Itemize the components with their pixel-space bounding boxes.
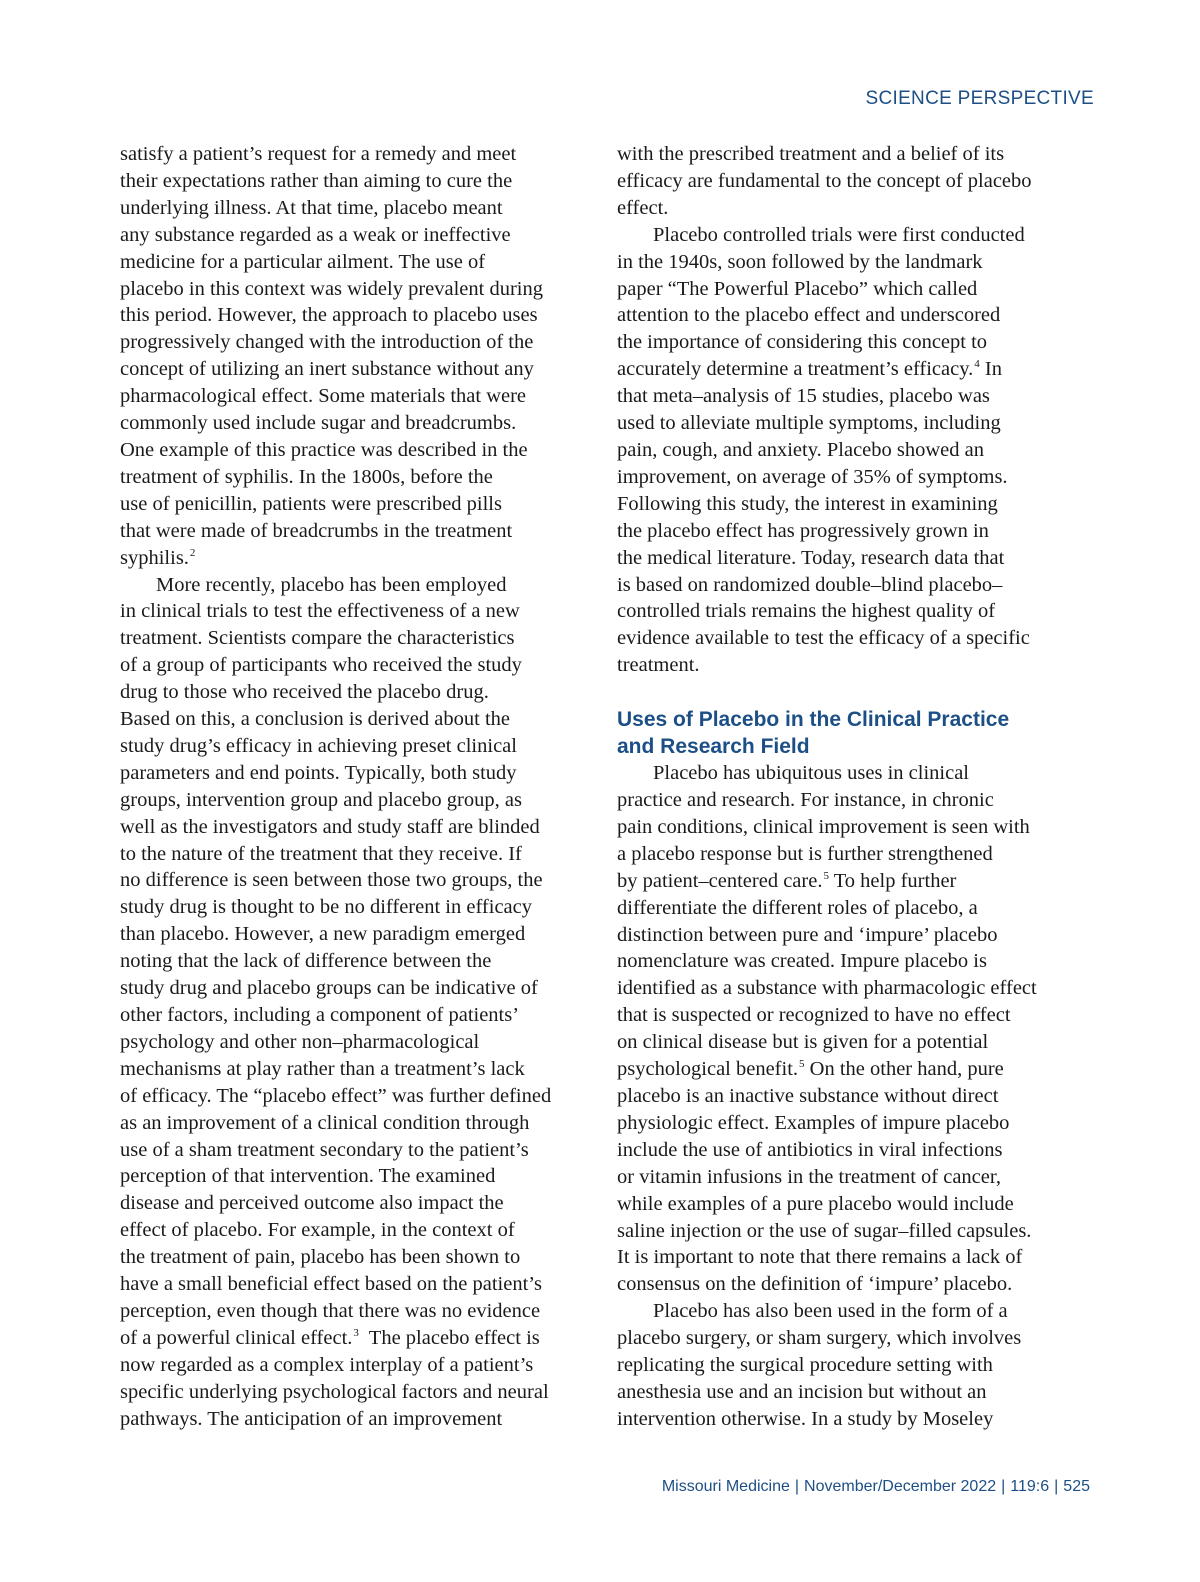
line-text: syphilis. <box>120 546 189 569</box>
paragraph <box>120 572 582 1433</box>
text-line: pathways. The anticipation of an improvement <box>120 1407 503 1430</box>
issue-date: November/December 2022 <box>804 1478 997 1495</box>
text-line: saline injection or the use of sugar–filled capsules. <box>617 1219 1032 1242</box>
heading-line: Uses of Placebo in the Clinical Practice <box>617 708 1010 732</box>
text-line: other factors, including a component of patients’ <box>120 1004 520 1026</box>
text-line: nomenclature was created. Impure placebo is <box>617 950 987 973</box>
text-line: use of penicillin, patients were prescribed pills <box>120 492 502 515</box>
journal-name: Missouri Medicine <box>661 1478 790 1495</box>
text-line: as an improvement of a clinical condition through <box>120 1111 530 1134</box>
section-heading <box>617 706 1067 760</box>
text-line: commonly used include sugar and breadcrumbs. <box>120 412 517 435</box>
text-line: pharmacological effect. Some materials that were <box>120 385 527 408</box>
text-line: practice and research. For instance, in chronic <box>617 789 994 812</box>
text-line: placebo is an inactive substance without direct <box>617 1085 999 1107</box>
text-line: treatment. Scientists compare the characteristics <box>120 627 515 650</box>
text-line: paper “The Powerful Placebo” which called <box>617 277 978 300</box>
text-line: in clinical trials to test the effectiveness of a new <box>120 600 520 623</box>
text-line: noting that the lack of difference between the <box>120 950 492 973</box>
text-line: Based on this, a conclusion is derived about the <box>120 708 510 731</box>
text-line: satisfy a patient’s request for a remedy and meet <box>120 143 517 165</box>
text-line: well as the investigators and study staff are blinded <box>120 815 540 838</box>
text-line: Placebo has also been used in the form of a <box>653 1300 1008 1323</box>
right-column <box>617 141 1067 1433</box>
text-line: the placebo effect has progressively grown in <box>617 519 989 542</box>
text-line: in the 1940s, soon followed by the landmark <box>617 250 983 273</box>
text-line: More recently, placebo has been employed <box>156 573 507 596</box>
text-line: disease and perceived outcome also impact the <box>120 1192 504 1215</box>
text-line: identified as a substance with pharmacologic effect <box>617 977 1037 1000</box>
text-line: perception, even though that there was no evidence <box>120 1299 541 1322</box>
text-line: distinction between pure and ‘impure’ placebo <box>617 923 998 946</box>
line-text: by patient–centered care. <box>617 869 823 892</box>
text-line: study drug’s efficacy in achieving preset clinical <box>120 734 517 757</box>
text-line: progressively changed with the introduction of the <box>120 331 534 354</box>
text-line: to the nature of the treatment that they receive. If <box>120 842 522 865</box>
text-line: specific underlying psychological factors and neural <box>120 1380 549 1403</box>
reference-marker: 2 <box>189 546 196 559</box>
line-text: On the other hand, pure <box>804 1058 1004 1081</box>
text-line: parameters and end points. Typically, both study <box>120 761 517 784</box>
text-line: the importance of considering this concept to <box>617 331 988 354</box>
line-text: The placebo effect is <box>358 1326 540 1349</box>
paragraph <box>617 760 1067 1298</box>
footer-separator: | <box>1001 1478 1006 1495</box>
text-line: now regarded as a complex interplay of a patient’s <box>120 1353 534 1376</box>
text-line <box>617 356 1067 383</box>
text-line <box>120 545 582 572</box>
text-line: efficacy are fundamental to the concept of placebo <box>617 169 1032 192</box>
text-line: of a group of participants who received the study <box>120 654 522 677</box>
text-line: underlying illness. At that time, placebo meant <box>120 196 503 219</box>
text-line: with the prescribed treatment and a belief of its <box>617 143 1005 165</box>
text-line: used to alleviate multiple symptoms, including <box>617 412 1001 435</box>
text-line: effect of placebo. For example, in the context of <box>120 1219 515 1242</box>
text-line: the medical literature. Today, research data that <box>617 546 1005 569</box>
line-text: of a powerful clinical effect. <box>120 1326 353 1349</box>
paragraph <box>617 222 1067 679</box>
text-line: attention to the placebo effect and underscored <box>617 304 1001 327</box>
text-line: concept of utilizing an inert substance without any <box>120 358 534 381</box>
volume-number: 119:6 <box>1010 1478 1050 1495</box>
text-line: consensus on the definition of ‘impure’ placebo. <box>617 1273 1013 1296</box>
text-line: any substance regarded as a weak or ineffective <box>120 223 511 246</box>
text-line: drug to those who received the placebo drug. <box>120 681 489 704</box>
text-line: treatment of syphilis. In the 1800s, before the <box>120 465 493 488</box>
text-line: physiologic effect. Examples of impure placebo <box>617 1111 1010 1134</box>
text-line: while examples of a pure placebo would include <box>617 1192 1014 1215</box>
text-line <box>120 1325 582 1352</box>
reference-marker: 5 <box>823 869 829 882</box>
text-line: medicine for a particular ailment. The use of <box>120 250 486 273</box>
page-number: 525 <box>1063 1478 1090 1495</box>
paragraph <box>617 141 1067 222</box>
text-line: perception of that intervention. The examined <box>120 1165 496 1188</box>
text-line: anesthesia use and an incision but without an <box>617 1380 987 1403</box>
paragraph <box>617 1298 1067 1433</box>
text-line: One example of this practice was described in the <box>120 438 528 461</box>
text-line: no difference is seen between those two groups, the <box>120 869 543 892</box>
text-line: controlled trials remains the highest quality of <box>617 600 996 623</box>
text-line: placebo in this context was widely prevalent during <box>120 277 543 300</box>
text-line: on clinical disease but is given for a potential <box>617 1031 989 1054</box>
text-line: use of a sham treatment secondary to the patient’s <box>120 1138 529 1161</box>
text-line: study drug is thought to be no different in efficacy <box>120 896 533 919</box>
text-line: Placebo has ubiquitous uses in clinical <box>653 762 969 785</box>
text-line: Placebo controlled trials were first conducted <box>653 223 1025 246</box>
line-text: psychological benefit. <box>617 1058 799 1081</box>
text-line: replicating the surgical procedure setting with <box>617 1354 993 1377</box>
text-line: of efficacy. The “placebo effect” was further defined <box>120 1084 552 1107</box>
text-line: a placebo response but is further strengthened <box>617 842 993 865</box>
text-line: Following this study, the interest in examining <box>617 492 998 515</box>
line-text: In <box>979 358 1002 381</box>
text-line: is based on randomized double–blind placebo– <box>617 573 1003 596</box>
reference-marker: 4 <box>974 358 980 371</box>
text-line: that is suspected or recognized to have no effect <box>617 1004 1011 1027</box>
text-line: pain conditions, clinical improvement is seen with <box>617 815 1030 838</box>
text-line: pain, cough, and anxiety. Placebo showed an <box>617 438 984 461</box>
line-text: accurately determine a treatment’s efficacy. <box>617 358 974 381</box>
reference-marker: 5 <box>799 1058 805 1071</box>
text-line <box>617 1056 1067 1083</box>
paragraph <box>120 141 582 572</box>
footer-separator: | <box>1054 1478 1059 1495</box>
reference-marker: 3 <box>353 1326 359 1339</box>
text-line: psychology and other non–pharmacological <box>120 1030 480 1053</box>
left-column <box>120 141 582 1433</box>
heading-line: and Research Field <box>617 735 810 759</box>
text-line: their expectations rather than aiming to cure the <box>120 169 513 192</box>
text-line: evidence available to test the efficacy of a specific <box>617 627 1030 650</box>
text-line: or vitamin infusions in the treatment of cancer, <box>617 1165 1002 1188</box>
text-line: study drug and placebo groups can be indicative of <box>120 977 538 1000</box>
text-line: this period. However, the approach to placebo uses <box>120 304 538 327</box>
text-line: include the use of antibiotics in viral infections <box>617 1138 1003 1161</box>
text-line: placebo surgery, or sham surgery, which involves <box>617 1327 1022 1350</box>
text-line <box>617 868 1067 895</box>
text-line: have a small beneficial effect based on the patient’s <box>120 1273 542 1296</box>
text-line: groups, intervention group and placebo group, as <box>120 788 522 811</box>
page-footer <box>662 1478 1090 1496</box>
text-line: treatment. <box>617 654 700 677</box>
text-line: improvement, on average of 35% of symptoms. <box>617 465 1008 488</box>
text-line: effect. <box>617 196 669 219</box>
text-line: It is important to note that there remains a lack of <box>617 1246 1023 1269</box>
section-label: SCIENCE PERSPECTIVE <box>865 88 1094 109</box>
text-line: that were made of breadcrumbs in the treatment <box>120 519 513 542</box>
text-line: differentiate the different roles of placebo, a <box>617 896 978 919</box>
text-line: intervention otherwise. In a study by Moseley <box>617 1407 994 1430</box>
text-line: the treatment of pain, placebo has been shown to <box>120 1246 521 1269</box>
text-line: mechanisms at play rather than a treatment’s lack <box>120 1057 525 1080</box>
footer-separator: | <box>794 1478 800 1495</box>
text-line: that meta–analysis of 15 studies, placebo was <box>617 385 990 408</box>
line-text: To help further <box>828 869 957 892</box>
text-line: than placebo. However, a new paradigm emerged <box>120 923 526 946</box>
